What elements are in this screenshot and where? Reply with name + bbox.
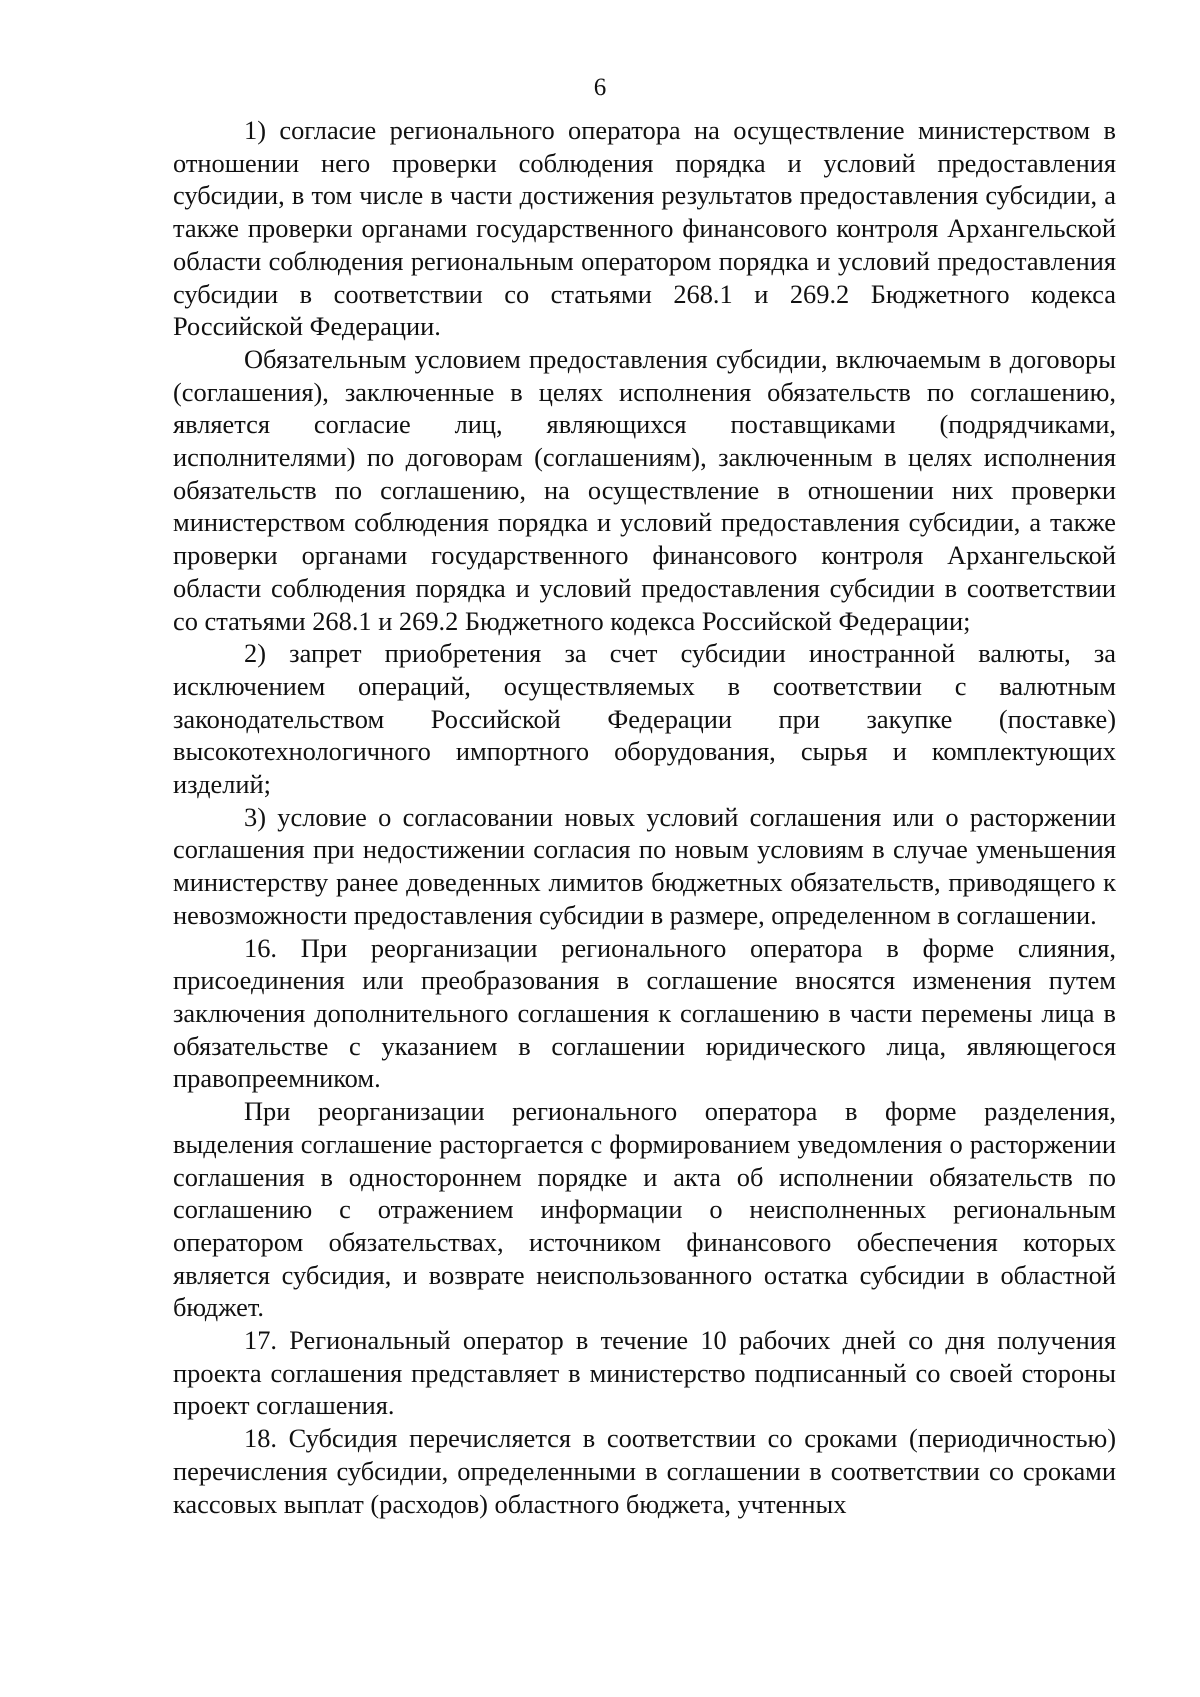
paragraph-17-signing: 17. Региональный оператор в течение 10 рабочих дней со дня получения проекта соглашения представляет в министерство подписанный со своей стороны проект соглашения. xyxy=(173,1325,1116,1421)
page-number: 6 xyxy=(593,74,607,101)
paragraph-mandatory-condition: Обязательным условием предоставления субсидии, включаемым в договоры (соглашения), заключенные в целях исполнения обязательств по соглашению, является согласие лиц, являющихся поставщиками (подрядчиками, исполнителями) по договорам (соглашениям), заключенным в целях исполнения обязательств по соглашению, на осуществление в отношении них проверки министерством соблюдения порядка и условий предоставления субсидии, а также проверки органами государственного финансового контроля Архангельской области соблюдения порядка и условий предоставления субсидии в соответствии со статьями 268.1 и 269.2 Бюджетного кодекса Российской Федерации; xyxy=(173,343,1116,636)
paragraph-18-transfer: 18. Субсидия перечисляется в соответствии со сроками (периодичностью) перечисления субсидии, определенными в соглашении в соответствии со сроками кассовых выплат (расходов) областного бюджета, учтенных xyxy=(173,1423,1116,1519)
paragraph-item-1-consent: 1) согласие регионального оператора на осуществление министерством в отношении него проверки соблюдения порядка и условий предоставления субсидии, в том числе в части достижения результатов предоставления субсидии, а также проверки органами государственного финансового контроля Архангельской области соблюдения региональным оператором порядка и условий предоставления субсидии в соответствии со статьями 268.1 и 269.2 Бюджетного кодекса Российской Федерации. xyxy=(173,115,1116,342)
paragraph-item-2-currency-ban: 2) запрет приобретения за счет субсидии иностранной валюты, за исключением операций, осуществляемых в соответствии с валютным законодательством Российской Федерации при закупке (поставке) высокотехнологичного импортного оборудования, сырья и комплектующих изделий; xyxy=(173,638,1116,800)
paragraph-16-reorganization-merger: 16. При реорганизации регионального оператора в форме слияния, присоединения или преобразования в соглашение вносятся изменения путем заключения дополнительного соглашения к соглашению в части перемены лица в обязательстве с указанием в соглашении юридического лица, являющегося правопреемником. xyxy=(173,932,1116,1094)
document-body xyxy=(173,114,1116,1520)
paragraph-item-3-new-conditions: 3) условие о согласовании новых условий соглашения или о расторжении соглашения при недостижении согласия по новым условиям в случае уменьшения министерству ранее доведенных лимитов бюджетных обязательств, приводящего к невозможности предоставления субсидии в размере, определенном в соглашении. xyxy=(173,801,1116,930)
paragraph-reorganization-division: При реорганизации регионального оператора в форме разделения, выделения соглашение расторгается с формированием уведомления о расторжении соглашения в одностороннем порядке и акта об исполнении обязательств по соглашению с отражением информации о неисполненных региональным оператором обязательствах, источником финансового обеспечения которых является субсидия, и возврате неиспользованного остатка субсидии в областной бюджет. xyxy=(173,1096,1116,1323)
